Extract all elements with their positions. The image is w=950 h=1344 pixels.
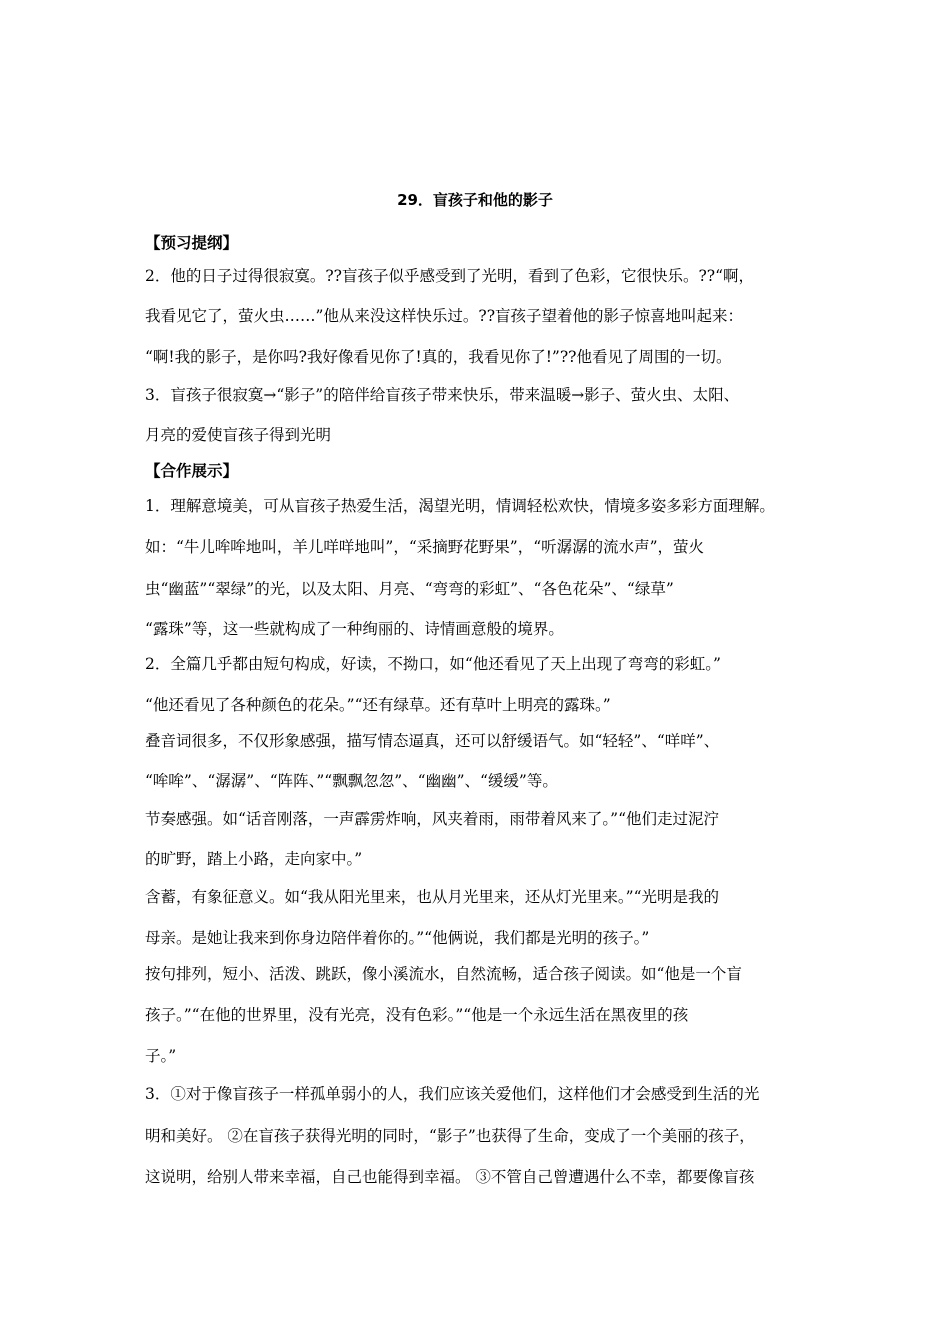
section-heading-preview: 【预习提纲】 [145, 234, 239, 252]
text-line: 虫“幽蓝”“翠绿”的光，以及太阳、月亮、“弯弯的彩虹”、“各色花朵”、“绿草” [145, 580, 674, 598]
text-line: 2．全篇几乎都由短句构成，好读，不拗口，如“他还看见了天上出现了弯弯的彩虹。” [145, 655, 721, 673]
document-title: 29．盲孩子和他的影子 [397, 191, 553, 209]
text-line: 子。” [145, 1047, 177, 1065]
text-line: 3．①对于像盲孩子一样孤单弱小的人，我们应该关爱他们，这样他们才会感受到生活的光 [145, 1085, 760, 1103]
text-line: “他还看见了各种颜色的花朵。”“还有绿草。还有草叶上明亮的露珠。” [145, 696, 611, 714]
text-line: 母亲。是她让我来到你身边陪伴着你的。”“他俩说，我们都是光明的孩子。” [145, 929, 650, 947]
text-line: 含蓄，有象征意义。如“我从阳光里来，也从月光里来，还从灯光里来。”“光明是我的 [145, 888, 720, 906]
text-line: “啊!我的影子，是你吗?我好像看见你了!真的，我看见你了!”??他看见了周围的一切。 [145, 348, 732, 366]
text-line: 孩子。”“在他的世界里，没有光亮，没有色彩。”“他是一个永远生活在黑夜里的孩 [145, 1006, 689, 1024]
text-line: 节奏感强。如“话音刚落，一声霹雳炸响，风夹着雨，雨带着风来了。”“他们走过泥泞 [145, 810, 720, 828]
text-line: 1．理解意境美，可从盲孩子热爱生活，渴望光明，情调轻松欢快，情境多姿多彩方面理解。 [145, 497, 775, 515]
text-line: 明和美好。 ②在盲孩子获得光明的同时，“影子”也获得了生命，变成了一个美丽的孩子， [145, 1127, 755, 1145]
text-line: 月亮的爱使盲孩子得到光明 [145, 426, 332, 444]
text-line: 如：“牛儿哞哞地叫，羊儿咩咩地叫”，“采摘野花野果”，“听潺潺的流水声”，萤火 [145, 538, 705, 556]
text-line: 这说明，给别人带来幸福，自己也能得到幸福。 ③不管自己曾遭遇什么不幸，都要像盲孩 [145, 1168, 755, 1186]
text-line: “露珠”等，这一些就构成了一种绚丽的、诗情画意般的境界。 [145, 620, 564, 638]
text-line: 2．他的日子过得很寂寞。??盲孩子似乎感受到了光明，看到了色彩，它很快乐。??“啊， [145, 267, 755, 285]
text-line: 我看见它了，萤火虫……”他从来没这样快乐过。??盲孩子望着他的影子惊喜地叫起来： [145, 307, 744, 325]
text-line: 的旷野，踏上小路，走向家中。” [145, 850, 363, 868]
text-line: 按句排列，短小、活泼、跳跃，像小溪流水，自然流畅，适合孩子阅读。如“他是一个盲 [145, 965, 742, 983]
text-line: “哞哞”、“潺潺”、“阵阵、”“飘飘忽忽”、“幽幽”、“缓缓”等。 [145, 772, 558, 790]
section-heading-cooperation: 【合作展示】 [145, 462, 239, 480]
text-line: 3．盲孩子很寂寞→“影子”的陪伴给盲孩子带来快乐，带来温暖→影子、萤火虫、太阳、 [145, 386, 740, 404]
text-line: 叠音词很多，不仅形象感强，描写情态逼真，还可以舒缓语气。如“轻轻”、“咩咩”、 [145, 732, 720, 750]
